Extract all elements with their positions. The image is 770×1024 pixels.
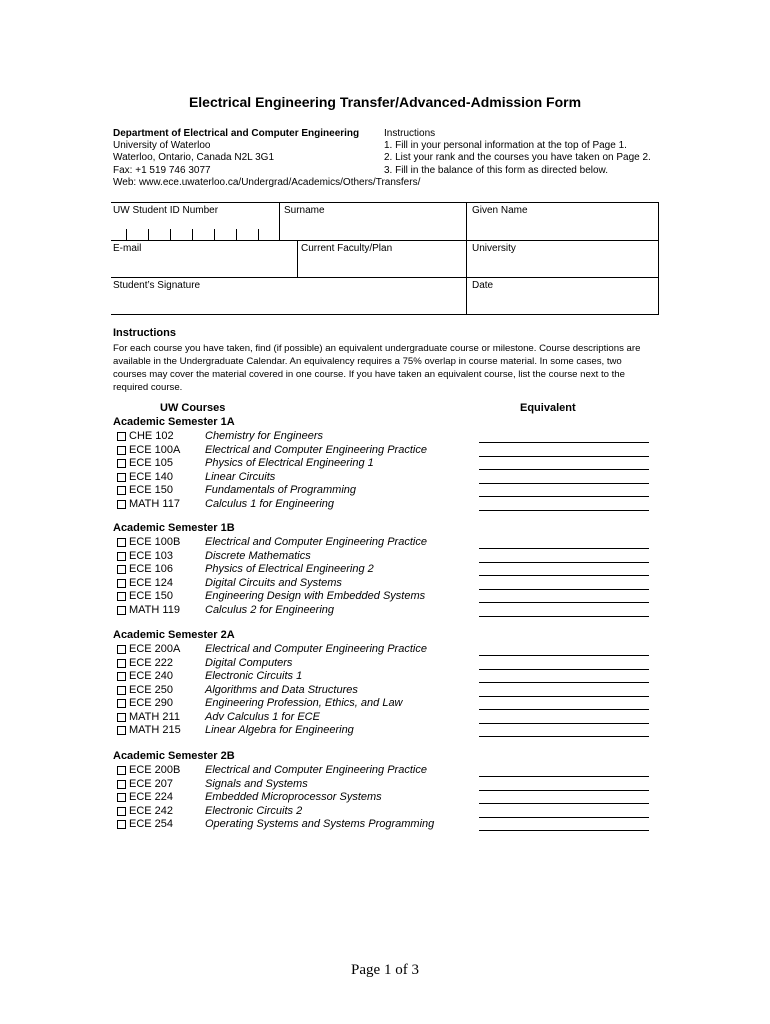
course-checkbox[interactable]	[117, 473, 126, 482]
uw-courses-header: UW Courses	[160, 402, 226, 414]
course-name: Electronic Circuits 2	[205, 804, 303, 817]
email-label: E-mail	[113, 243, 142, 254]
course-code: ECE 254	[129, 818, 174, 830]
top-instructions	[384, 128, 651, 177]
instructions-body: For each course you have taken, find (if possible) an equivalent undergraduate course or milestone. Course descriptions are available in the Undergraduate Calendar. An equivalency requires a 75% overlap in course material. In some cases, two courses may cover the material covered in one course. If you have taken an equivalent course, list the course next to the required course.	[113, 343, 641, 393]
equivalent-input-line[interactable]	[479, 736, 649, 737]
semester-title: Academic Semester 1B	[113, 522, 235, 534]
instructions-heading: Instructions	[113, 327, 176, 339]
department-name: Department of Electrical and Computer Engineering	[113, 128, 360, 139]
table-divider	[297, 240, 298, 278]
course-row	[113, 697, 653, 711]
id-digit-tick	[148, 229, 149, 241]
equivalent-header: Equivalent	[520, 402, 576, 414]
course-name: Engineering Profession, Ethics, and Law	[205, 697, 403, 709]
course-name: Engineering Design with Embedded Systems	[205, 590, 426, 602]
course-name: Electrical and Computer Engineering Practice	[205, 536, 427, 548]
course-name: Calculus 2 for Engineering	[205, 603, 335, 616]
id-digit-tick	[236, 229, 237, 241]
table-border-bottom	[111, 314, 659, 315]
surname-label: Surname	[284, 205, 325, 216]
top-instructions-heading: Instructions	[384, 128, 436, 139]
course-name: Discrete Mathematics	[205, 549, 311, 562]
course-checkbox[interactable]	[117, 432, 126, 441]
instruction-item: 1. Fill in your personal information at the top of Page 1.	[384, 140, 627, 152]
course-code: ECE 150	[129, 590, 174, 602]
given-name-label: Given Name	[472, 205, 528, 216]
course-name: Calculus 1 for Engineering	[205, 497, 335, 510]
course-code: MATH 211	[129, 710, 180, 723]
course-name: Linear Circuits	[205, 470, 276, 483]
fax-line: Fax: +1 519 746 3077	[113, 164, 211, 176]
table-divider	[279, 202, 280, 241]
course-checkbox[interactable]	[117, 686, 126, 695]
table-divider	[111, 240, 659, 241]
course-row	[113, 536, 653, 550]
date-label: Date	[472, 280, 494, 291]
course-code: MATH 215	[129, 724, 181, 736]
course-row	[113, 444, 653, 458]
course-code: ECE 207	[129, 777, 174, 790]
course-code: ECE 290	[129, 697, 174, 709]
course-checkbox[interactable]	[117, 552, 126, 561]
course-name: Adv Calculus 1 for ECE	[205, 710, 320, 723]
course-checkbox[interactable]	[117, 672, 126, 681]
faculty-plan-label: Current Faculty/Plan	[301, 243, 393, 254]
form-title: Electrical Engineering Transfer/Advanced-Admission Form	[188, 94, 582, 110]
course-row	[113, 764, 653, 778]
course-name: Signals and Systems	[205, 777, 308, 790]
course-row	[113, 724, 653, 738]
course-checkbox[interactable]	[117, 807, 126, 816]
course-checkbox[interactable]	[117, 500, 126, 509]
course-code: ECE 150	[129, 484, 174, 496]
course-checkbox[interactable]	[117, 538, 126, 547]
course-checkbox[interactable]	[117, 780, 126, 789]
course-row	[113, 657, 653, 671]
semester-title: Academic Semester 2B	[113, 750, 235, 762]
course-row	[113, 550, 653, 564]
course-name: Physics of Electrical Engineering 1	[205, 457, 374, 469]
course-row	[113, 604, 653, 618]
page-number: Page 1 of 3	[351, 962, 419, 978]
course-checkbox[interactable]	[117, 713, 126, 722]
course-name: Algorithms and Data Structures	[205, 683, 358, 696]
course-checkbox[interactable]	[117, 606, 126, 615]
course-code: ECE 200B	[129, 764, 181, 776]
id-digit-tick	[192, 229, 193, 241]
table-border-right	[658, 202, 659, 315]
table-divider	[111, 277, 659, 278]
course-row	[113, 590, 653, 604]
id-digit-tick	[258, 229, 259, 241]
course-row	[113, 711, 653, 725]
equivalent-input-line[interactable]	[479, 616, 649, 617]
semester-title: Academic Semester 1A	[113, 416, 235, 428]
course-checkbox[interactable]	[117, 820, 126, 829]
course-row	[113, 778, 653, 792]
course-code: ECE 222	[129, 656, 174, 669]
department-block	[113, 128, 420, 189]
course-checkbox[interactable]	[117, 699, 126, 708]
id-digit-tick	[126, 229, 127, 241]
university-label: University	[472, 243, 516, 254]
course-checkbox[interactable]	[117, 645, 126, 654]
course-row	[113, 791, 653, 805]
course-code: MATH 117	[129, 497, 180, 510]
id-digit-tick	[214, 229, 215, 241]
student-id-label: UW Student ID Number	[113, 205, 219, 216]
course-checkbox[interactable]	[117, 565, 126, 574]
course-name: Electrical and Computer Engineering Practice	[205, 443, 427, 456]
course-name: Operating Systems and Systems Programming	[205, 818, 435, 830]
course-checkbox[interactable]	[117, 446, 126, 455]
id-digit-tick	[170, 229, 171, 241]
course-name: Digital Circuits and Systems	[205, 576, 342, 589]
course-code: ECE 240	[129, 670, 174, 682]
course-code: MATH 119	[129, 603, 180, 616]
course-checkbox[interactable]	[117, 579, 126, 588]
course-code: ECE 103	[129, 549, 174, 562]
table-border-top	[111, 202, 659, 203]
course-name: Embedded Microprocessor Systems	[205, 791, 382, 803]
course-name: Electronic Circuits 1	[205, 670, 303, 682]
course-name: Physics of Electrical Engineering 2	[205, 563, 374, 575]
signature-label: Student’s Signature	[113, 280, 201, 291]
course-name: Fundamentals of Programming	[205, 484, 357, 496]
course-checkbox[interactable]	[117, 659, 126, 668]
semester-title: Academic Semester 2A	[113, 629, 235, 641]
course-code: ECE 200A	[129, 643, 181, 655]
course-row	[113, 563, 653, 577]
course-code: ECE 106	[129, 563, 174, 575]
course-checkbox[interactable]	[117, 793, 126, 802]
address-line: Waterloo, Ontario, Canada N2L 3G1	[113, 152, 275, 164]
course-row	[113, 498, 653, 512]
course-row	[113, 818, 653, 832]
course-code: ECE 140	[129, 470, 174, 483]
course-row	[113, 805, 653, 819]
course-code: ECE 100B	[129, 536, 181, 548]
course-row	[113, 643, 653, 657]
course-row	[113, 471, 653, 485]
course-row	[113, 484, 653, 498]
course-name: Linear Algebra for Engineering	[205, 724, 354, 736]
course-row	[113, 457, 653, 471]
course-code: ECE 242	[129, 804, 174, 817]
instruction-item: 2. List your rank and the courses you have taken on Page 2.	[384, 152, 651, 164]
course-row	[113, 670, 653, 684]
course-checkbox[interactable]	[117, 726, 126, 735]
course-code: ECE 124	[129, 576, 174, 589]
course-row	[113, 684, 653, 698]
course-code: ECE 100A	[129, 443, 181, 456]
course-name: Chemistry for Engineers	[205, 430, 323, 442]
course-name: Electrical and Computer Engineering Practice	[205, 764, 427, 776]
equivalent-input-line[interactable]	[479, 830, 649, 831]
course-row	[113, 577, 653, 591]
course-name: Digital Computers	[205, 656, 293, 669]
course-checkbox[interactable]	[117, 592, 126, 601]
course-code: ECE 105	[129, 457, 174, 469]
course-code: ECE 250	[129, 683, 174, 696]
course-checkbox[interactable]	[117, 766, 126, 775]
course-code: CHE 102	[129, 430, 174, 442]
course-code: ECE 224	[129, 791, 174, 803]
course-checkbox[interactable]	[117, 459, 126, 468]
equivalent-input-line[interactable]	[479, 510, 649, 511]
course-checkbox[interactable]	[117, 486, 126, 495]
instruction-item: 3. Fill in the balance of this form as directed below.	[384, 164, 609, 176]
table-divider	[466, 202, 467, 315]
web-line: Web: www.ece.uwaterloo.ca/Undergrad/Academics/Others/Transfers/	[113, 176, 421, 188]
address-line: University of Waterloo	[113, 140, 211, 152]
course-row	[113, 430, 653, 444]
course-name: Electrical and Computer Engineering Practice	[205, 643, 427, 655]
